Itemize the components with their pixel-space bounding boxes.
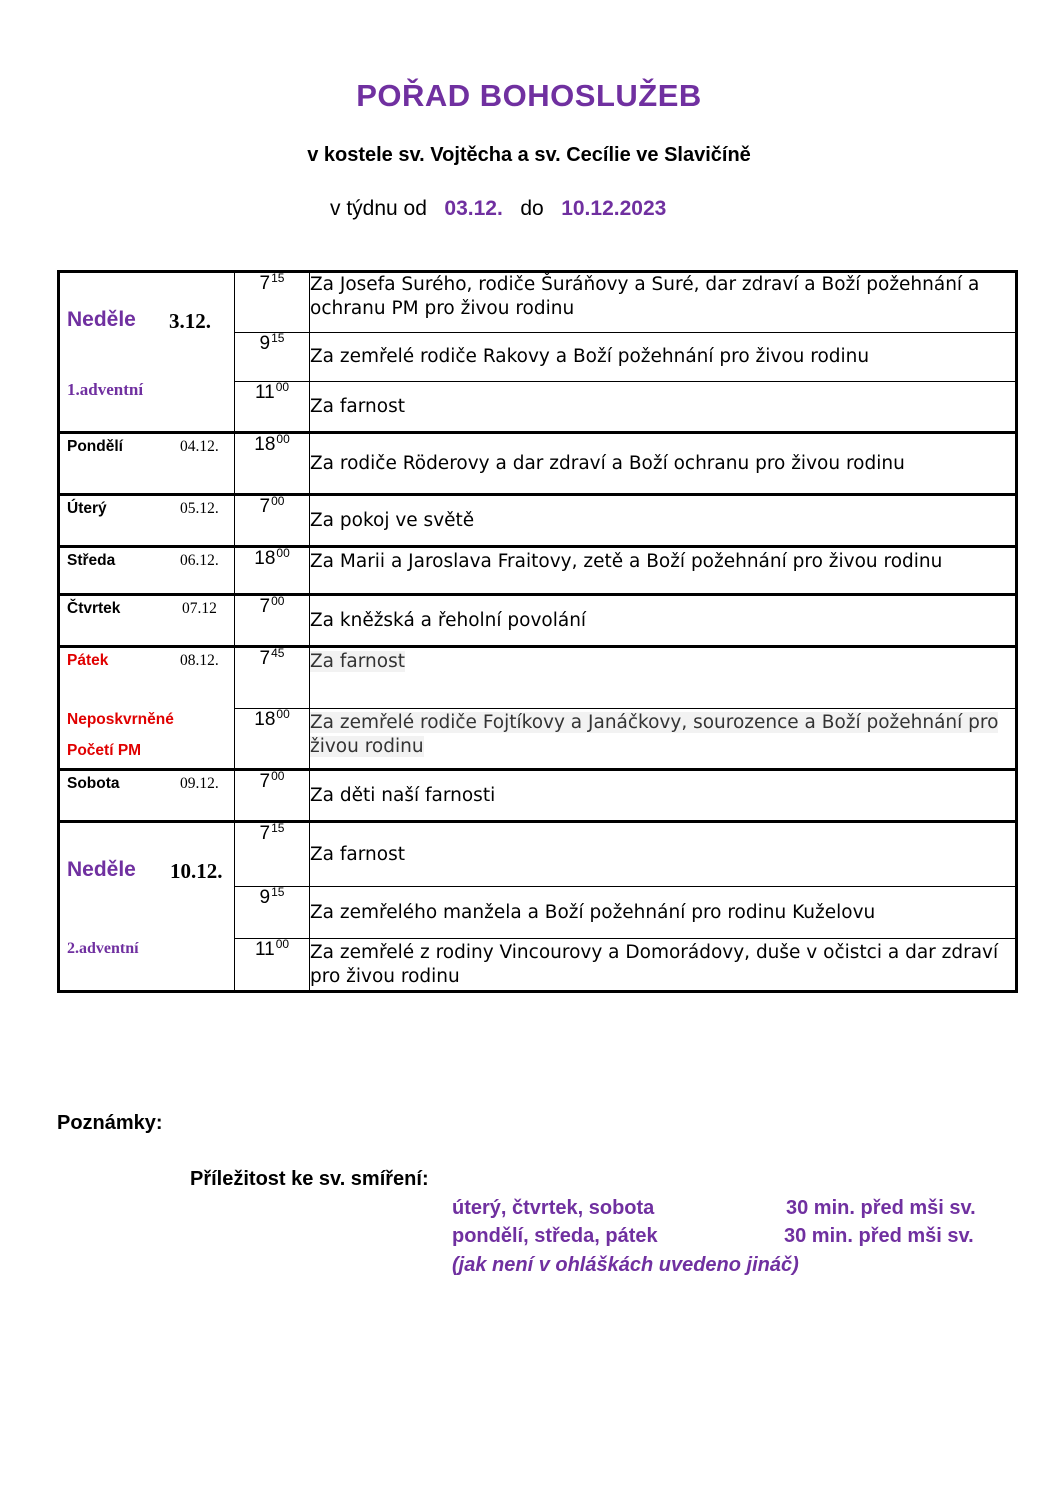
mass-time: $18^{00}$ xyxy=(235,547,310,595)
mass-time: $18^{00}$ xyxy=(235,709,310,770)
mass-intention: Za rodiče Röderovy a dar zdraví a Boží ochranu pro živou rodinu xyxy=(310,433,1017,495)
day-name: Středa xyxy=(67,552,116,569)
day-cell-monday xyxy=(59,433,235,495)
day-cell-tuesday xyxy=(59,495,235,547)
feast-name-line2: Početí PM xyxy=(67,742,142,759)
day-note: 2.adventní xyxy=(67,940,139,957)
day-cell-wednesday xyxy=(59,547,235,595)
day-name: Neděle xyxy=(67,858,136,881)
mass-intention: Za farnost xyxy=(310,647,1017,709)
date-to: 10.12.2023 xyxy=(561,197,667,220)
church-subtitle: v kostele sv. Vojtěcha a sv. Cecílie ve Slavičíně xyxy=(307,144,751,166)
notes-heading: Poznámky: xyxy=(57,1112,163,1134)
mass-intention: Za děti naší farnosti xyxy=(310,770,1017,822)
day-date: 05.12. xyxy=(180,500,219,517)
mass-time: $7^{00}$ xyxy=(235,770,310,822)
mass-intention: Za Josefa Surého, rodiče Šuráňovy a Suré, dar zdraví a Boží požehnání a ochranu PM pro živou rodinu xyxy=(310,272,1017,333)
confession-time-2: 30 min. před mši sv. xyxy=(784,1225,974,1247)
mass-time: $7^{00}$ xyxy=(235,595,310,647)
mass-time: $18^{00}$ xyxy=(235,433,310,495)
day-cell-sunday-1 xyxy=(59,272,235,433)
day-date: 06.12. xyxy=(180,552,219,569)
table-row xyxy=(59,770,1017,822)
mass-time: $9^{15}$ xyxy=(235,333,310,382)
table-row xyxy=(59,272,1017,333)
day-name: Neděle xyxy=(67,308,136,331)
day-name: Pondělí xyxy=(67,438,123,455)
table-row xyxy=(59,547,1017,595)
day-name: Úterý xyxy=(67,500,107,517)
table-row xyxy=(59,495,1017,547)
day-name: Sobota xyxy=(67,775,120,792)
day-date: 07.12 xyxy=(182,600,217,617)
week-range xyxy=(330,197,666,221)
day-date: 09.12. xyxy=(180,775,219,792)
confession-note: (jak není v ohláškách uvedeno jináč) xyxy=(452,1254,799,1276)
confession-time-1: 30 min. před mši sv. xyxy=(786,1197,976,1219)
mass-intention: Za farnost xyxy=(310,822,1017,887)
day-date: 3.12. xyxy=(169,309,211,333)
mass-time: $9^{15}$ xyxy=(235,887,310,939)
table-row xyxy=(59,433,1017,495)
mass-intention: Za kněžská a řeholní povolání xyxy=(310,595,1017,647)
day-name: Čtvrtek xyxy=(67,600,121,617)
table-row xyxy=(59,822,1017,887)
day-cell-thursday xyxy=(59,595,235,647)
day-note: 1.adventní xyxy=(67,380,144,399)
confession-days-1: úterý, čtvrtek, sobota xyxy=(452,1197,655,1219)
week-mid: do xyxy=(520,197,544,220)
day-cell-sunday-2 xyxy=(59,822,235,992)
table-row xyxy=(59,647,1017,709)
mass-time: $7^{00}$ xyxy=(235,495,310,547)
feast-name-line1: Neposkvrněné xyxy=(67,711,174,728)
page-title: POŘAD BOHOSLUŽEB xyxy=(356,78,702,113)
confession-days-2: pondělí, středa, pátek xyxy=(452,1225,658,1247)
confession-heading: Příležitost ke sv. smíření: xyxy=(190,1168,429,1190)
mass-intention: Za pokoj ve světě xyxy=(310,495,1017,547)
day-date: 10.12. xyxy=(170,859,223,883)
day-date: 08.12. xyxy=(180,652,219,669)
day-name: Pátek xyxy=(67,652,109,669)
mass-intention: Za zemřelé rodiče Fojtíkovy a Janáčkovy, sourozence a Boží požehnání pro živou rodinu xyxy=(310,709,1017,770)
schedule-table xyxy=(57,270,1018,993)
date-from: 03.12. xyxy=(444,197,503,220)
mass-intention: Za Marii a Jaroslava Fraitovy, zetě a Boží požehnání pro živou rodinu xyxy=(310,547,1017,595)
mass-time: $7^{15}$ xyxy=(235,822,310,887)
day-cell-saturday xyxy=(59,770,235,822)
mass-time: $7^{45}$ xyxy=(235,647,310,709)
mass-intention: Za zemřelé z rodiny Vincourovy a Domorádovy, duše v očistci a dar zdraví pro živou rodinu xyxy=(310,939,1017,992)
week-prefix: v týdnu od xyxy=(330,197,427,220)
mass-time: $7^{15}$ xyxy=(235,272,310,333)
mass-intention: Za zemřelé rodiče Rakovy a Boží požehnání pro živou rodinu xyxy=(310,333,1017,382)
mass-intention: Za farnost xyxy=(310,382,1017,433)
mass-time: $11^{00}$ xyxy=(235,939,310,992)
mass-intention: Za zemřelého manžela a Boží požehnání pro rodinu Kuželovu xyxy=(310,887,1017,939)
table-row xyxy=(59,595,1017,647)
day-date: 04.12. xyxy=(180,438,219,455)
mass-time: $11^{00}$ xyxy=(235,382,310,433)
day-cell-friday xyxy=(59,647,235,770)
